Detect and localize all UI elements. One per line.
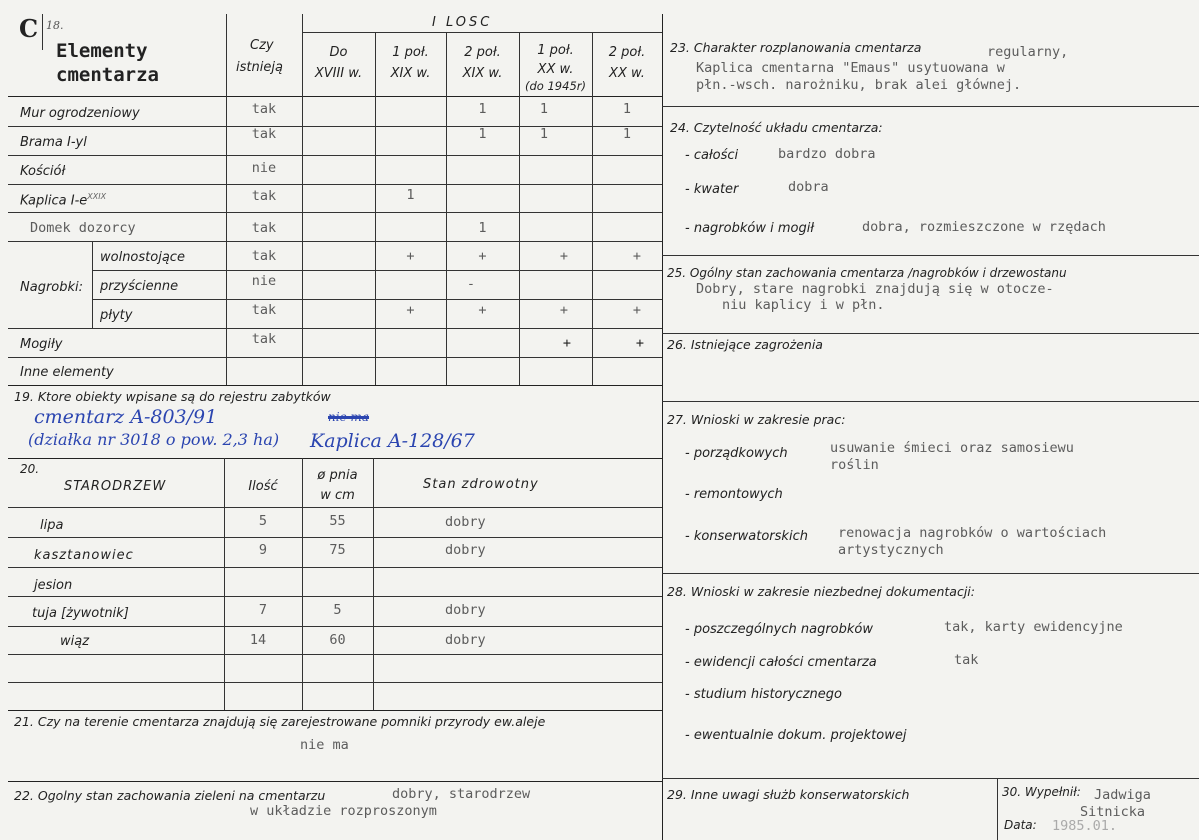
tree-count: 7 <box>258 602 268 618</box>
s22-answer: w układzie rozproszonym <box>250 803 437 819</box>
qty-cell: 1 <box>539 101 549 117</box>
tree-count: 9 <box>258 542 268 558</box>
s22-answer: dobry, starodrzew <box>392 786 531 802</box>
tree-diameter: 55 <box>329 513 346 529</box>
tree-name: jesion <box>34 578 73 593</box>
qty-cell: 1 <box>478 220 487 236</box>
s24-item-label: - nagrobków i mogił <box>685 221 815 236</box>
exists-value: tak <box>251 302 277 318</box>
tree-count: 5 <box>258 513 268 529</box>
qty-cell: + <box>635 335 645 351</box>
section-rule <box>662 106 1199 107</box>
row-rule <box>8 682 662 683</box>
s22-label: 22. Ogolny stan zachowania zieleni na cmentarzu <box>14 788 326 803</box>
tree-count: 14 <box>249 632 267 648</box>
s27-item-value: renowacja nagrobków o wartościach <box>838 525 1107 541</box>
section-rule <box>8 458 662 459</box>
row-rule <box>8 155 662 156</box>
tree-name: tuja [żywotnik] <box>32 606 129 621</box>
period-header: 2 poł. XX w. <box>608 45 646 81</box>
s25-label: 25. Ogólny stan zachowania cmentarza /nagrobków i drzewostanu <box>667 266 1067 280</box>
qty-cell: + <box>406 248 415 264</box>
col-rule <box>592 32 593 385</box>
qty-cell: 1 <box>478 126 487 142</box>
qty-cell: - <box>466 276 476 292</box>
vertical-divider <box>662 14 663 840</box>
s27-item-label: - konserwatorskich <box>685 529 808 544</box>
period-header: 1 poł. XX w. (do 1945r) <box>525 43 586 93</box>
qty-cell: + <box>478 248 487 264</box>
period-header: Do XVIII w. <box>314 45 363 81</box>
row-label: Domek dozorcy <box>30 220 136 236</box>
s20-col-ilosc: Ilość <box>248 479 278 494</box>
col-rule <box>997 778 998 840</box>
col-rule <box>42 14 43 50</box>
s28-label: 28. Wnioski w zakresie niezbednej dokumentacji: <box>667 584 975 599</box>
s28-item-label: - ewidencji całości cmentarza <box>685 655 877 670</box>
s24-label: 24. Czytelność układu cmentarza: <box>670 120 883 135</box>
tree-name: wiąz <box>60 634 90 649</box>
row-rule <box>8 567 662 568</box>
s20-col-pien: ø pnia w cm <box>317 468 358 503</box>
s27-label: 27. Wnioski w zakresie prac: <box>667 412 846 427</box>
row-label: Mur ogrodzeniowy <box>20 106 140 121</box>
s27-item-value: usuwanie śmieci oraz samosiewu <box>830 440 1074 456</box>
period-header: 1 poł. XIX w. <box>390 45 431 81</box>
exists-value: tak <box>251 188 277 204</box>
qty-cell: + <box>559 248 569 264</box>
czy-header-line1: Czy <box>250 38 274 53</box>
exists-value: tak <box>251 331 277 347</box>
s25-value: Dobry, stare nagrobki znajdują się w otocze- <box>696 281 1054 297</box>
nagrobki-label: Nagrobki: <box>20 280 84 295</box>
czy-header-line2: istnieją <box>236 60 283 75</box>
qty-cell: + <box>632 248 642 264</box>
row-rule <box>92 270 662 271</box>
row-label: Kaplica $I-e^{XXIX}$ <box>20 192 107 209</box>
s21-label: 21. Czy na terenie cmentarza znajdują się zarejestrowane pomniki przyrody ew.aleje <box>14 714 546 729</box>
s20-col-starodrzew: STARODRZEW <box>64 479 167 494</box>
s24-item-value: dobra, rozmieszczone w rzędach <box>862 219 1106 235</box>
qty-cell: 1 <box>622 126 632 142</box>
s24-item-value: dobra <box>788 179 829 195</box>
row-rule <box>8 212 662 213</box>
exists-value: nie <box>251 273 277 289</box>
exists-value: tak <box>251 220 277 236</box>
qty-cell: 1 <box>406 187 415 203</box>
qty-cell: + <box>559 302 569 318</box>
s27-item-label: - porządkowych <box>685 446 788 461</box>
col-rule <box>373 458 374 710</box>
s30-name: Sitnicka <box>1080 804 1146 820</box>
section-title-line1: Elementy <box>56 40 148 62</box>
s26-label: 26. Istniejące zagrożenia <box>667 337 823 352</box>
s30-label: 30. Wypełnił: <box>1002 785 1081 799</box>
tree-diameter: 5 <box>333 602 342 618</box>
tree-diameter: 60 <box>329 632 346 648</box>
row-rule <box>8 507 662 508</box>
row-label: płyty <box>100 308 133 323</box>
qty-cell: + <box>406 302 415 318</box>
s25-value: niu kaplicy i w płn. <box>722 297 885 313</box>
section-number: 18. <box>46 19 64 32</box>
col-rule <box>224 458 225 710</box>
s24-item-label: - kwater <box>685 182 739 197</box>
qty-cell: 1 <box>539 126 549 142</box>
section-rule <box>8 710 662 711</box>
s19-chapel-entry: Kaplica A-128/67 <box>310 430 475 452</box>
header-rule <box>302 32 662 33</box>
tree-health: dobry <box>445 632 486 648</box>
section-rule <box>662 255 1199 256</box>
s20-number: 20. <box>20 462 40 476</box>
tree-health: dobry <box>445 602 486 618</box>
s24-item-value: bardzo dobra <box>778 146 876 162</box>
s19-label: 19. Ktore obiekty wpisane są do rejestru zabytków <box>14 389 331 404</box>
qty-cell: 1 <box>478 101 487 117</box>
row-rule <box>8 184 662 185</box>
s23-label: 23. Charakter rozplanowania cmentarza <box>670 40 922 55</box>
s21-answer: nie ma <box>300 737 349 753</box>
s23-value: regularny, <box>987 44 1069 60</box>
qty-cell: + <box>562 335 572 351</box>
tree-name: kasztanowiec <box>34 548 134 563</box>
s19-struck-text: nie ma <box>328 410 370 424</box>
row-rule <box>8 596 662 597</box>
header-bottom-rule <box>8 96 662 97</box>
row-label: przyścienne <box>100 279 179 294</box>
section-rule <box>8 385 662 386</box>
row-rule <box>8 626 662 627</box>
s28-item-value: tak <box>954 652 979 668</box>
period-header: 2 poł. XIX w. <box>462 45 503 81</box>
section-rule <box>662 778 1199 779</box>
section-rule <box>662 573 1199 574</box>
s28-item-label: - studium historycznego <box>685 687 842 702</box>
s30-date-value: 1985.01. <box>1052 818 1118 834</box>
s29-label: 29. Inne uwagi służb konserwatorskich <box>667 787 910 802</box>
s20-col-stan: Stan zdrowotny <box>423 477 539 492</box>
exists-value: tak <box>251 101 277 117</box>
exists-value: nie <box>251 160 277 176</box>
tree-name: lipa <box>40 518 64 533</box>
row-rule <box>8 241 662 242</box>
ilosc-header: I LOSC <box>432 15 493 30</box>
qty-cell: 1 <box>622 101 632 117</box>
s28-item-label: - poszczególnych nagrobków <box>685 622 873 637</box>
s27-item-label: - remontowych <box>685 487 783 502</box>
section-letter: C <box>19 14 39 43</box>
tree-diameter: 75 <box>329 542 346 558</box>
row-rule <box>8 654 662 655</box>
s27-item-value: artystycznych <box>838 542 944 558</box>
s30-name: Jadwiga <box>1094 787 1151 803</box>
s23-value: płn.-wsch. narożniku, brak alei głównej. <box>696 77 1022 93</box>
row-label: Kościół <box>20 164 66 179</box>
qty-cell: + <box>632 302 642 318</box>
row-rule <box>8 537 662 538</box>
tree-health: dobry <box>445 514 486 530</box>
s28-item-value: tak, karty ewidencyjne <box>944 619 1123 635</box>
section-title-line2: cmentarza <box>56 64 159 86</box>
row-label: Brama I-yl <box>20 135 87 150</box>
row-label: Mogiły <box>20 337 63 352</box>
s19-plot-entry: (działka nr 3018 o pow. 2,3 ha) <box>28 430 280 449</box>
s19-cemetery-entry: cmentarz A-803/91 <box>34 406 218 428</box>
col-rule <box>446 32 447 385</box>
s23-value: Kaplica cmentarna "Emaus" usytuowana w <box>696 60 1005 76</box>
row-rule <box>8 328 662 329</box>
tree-health: dobry <box>445 542 486 558</box>
row-label: Inne elementy <box>20 365 114 380</box>
s27-item-value: roślin <box>830 457 879 473</box>
qty-cell: + <box>478 302 487 318</box>
section-rule <box>8 781 662 782</box>
exists-value: tak <box>251 248 277 264</box>
section-rule <box>662 401 1199 402</box>
exists-value: tak <box>251 126 277 142</box>
s28-item-label: - ewentualnie dokum. projektowej <box>685 728 907 743</box>
row-rule <box>92 299 662 300</box>
s30-date-label: Data: <box>1004 818 1037 832</box>
row-label: wolnostojące <box>100 250 185 265</box>
section-rule <box>662 333 1199 334</box>
col-rule <box>375 32 376 385</box>
col-rule <box>92 241 93 328</box>
s24-item-label: - całości <box>685 148 739 163</box>
row-rule <box>8 357 662 358</box>
